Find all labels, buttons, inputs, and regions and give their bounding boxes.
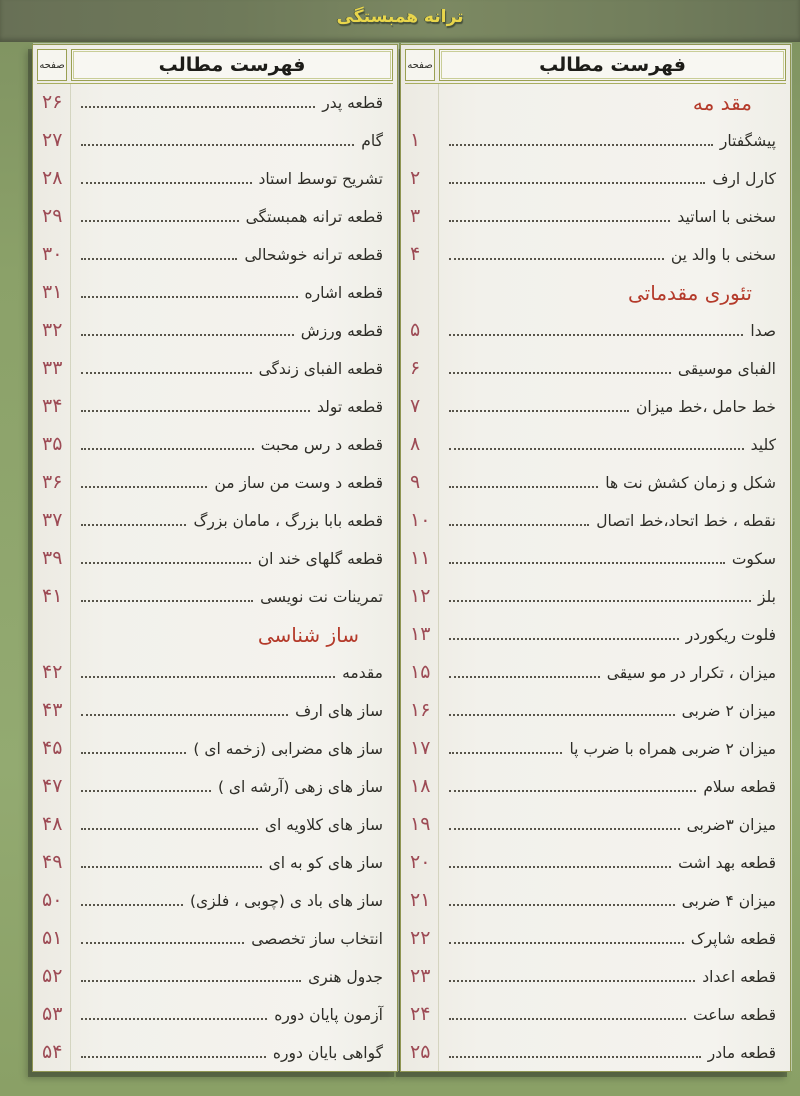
toc-entry (37, 768, 393, 806)
toc-entry (405, 464, 786, 502)
dot-leader (449, 980, 695, 982)
toc-panel-right (400, 44, 791, 1072)
page-number: ۱۳ (410, 623, 431, 646)
dot-leader (449, 638, 679, 640)
dot-leader (81, 1056, 266, 1058)
page-number: ۱۹ (410, 813, 431, 836)
page-number: ۱۵ (410, 661, 431, 684)
page-number: ۱ (410, 129, 421, 152)
toc-entry (37, 274, 393, 312)
toc-entry (37, 692, 393, 730)
page-number: ۳۳ (42, 357, 63, 380)
dot-leader (449, 372, 671, 374)
toc-list-left (37, 83, 393, 1072)
entry-title: قطعه د رس محبت (260, 436, 383, 454)
dot-leader (81, 1018, 267, 1020)
toc-entry (405, 920, 786, 958)
dot-leader (449, 524, 589, 526)
toc-entry (405, 426, 786, 464)
toc-entry (37, 920, 393, 958)
toc-entry (405, 122, 786, 160)
page-number: ۳۵ (42, 433, 63, 456)
book-title: ترانه همبستگی (336, 7, 464, 27)
entry-title: قطعه تولد (316, 398, 383, 416)
page-number: ۸ (410, 433, 421, 456)
toc-entry (405, 388, 786, 426)
entry-title: نقطه ، خط اتحاد،خط اتصال (596, 512, 776, 530)
entry-title: قطعه بابا بزرگ ، مامان بزرگ (193, 512, 383, 530)
entry-title: قطعه شاپرک (690, 930, 776, 948)
entry-title: تمرینات نت نویسی (260, 588, 383, 606)
dot-leader (449, 220, 670, 222)
entry-title: قطعه ترانه همبستگی (245, 208, 383, 226)
entry-title: کلید (750, 436, 776, 454)
dot-leader (81, 144, 354, 146)
dot-leader (449, 486, 598, 488)
page-number: ۱۶ (410, 699, 431, 722)
page-number: ۵ (410, 319, 421, 342)
entry-title: ساز های کو به ای (268, 854, 383, 872)
entry-title: ساز های باد ی (چوبی ، فلزی) (189, 892, 383, 910)
entry-title: قطعه پدر (322, 94, 383, 112)
dot-leader (449, 410, 629, 412)
dot-leader (81, 980, 301, 982)
dot-leader (81, 790, 211, 792)
toc-entry (405, 654, 786, 692)
toc-entry (405, 996, 786, 1034)
entry-title: بلز (758, 588, 776, 606)
toc-entry (37, 540, 393, 578)
toc-entry (405, 502, 786, 540)
entry-title: تشریح توسط استاد (258, 170, 383, 188)
dot-leader (449, 752, 562, 754)
toc-entry (37, 84, 393, 122)
page-number: ۳۹ (42, 547, 63, 570)
entry-title: میزان ، تکرار در مو سیقی (606, 664, 776, 682)
toc-entry (37, 198, 393, 236)
page-number: ۴۵ (42, 737, 63, 760)
dot-leader (81, 752, 186, 754)
page-number: ۲۹ (42, 205, 63, 228)
dot-leader (81, 714, 288, 716)
toc-entry (405, 958, 786, 996)
entry-title: میزان ۴ ضربی (681, 892, 776, 910)
toc-entry (405, 882, 786, 920)
dot-leader (449, 866, 671, 868)
toc-entry (37, 844, 393, 882)
entry-title: قطعه د وست من ساز من (214, 474, 383, 492)
toc-entry (405, 540, 786, 578)
entry-title: قطعه اشاره (304, 284, 383, 302)
dot-leader (449, 828, 680, 830)
dot-leader (81, 562, 251, 564)
entry-title: قطعه بهد اشت (678, 854, 776, 872)
toc-entry (405, 198, 786, 236)
dot-leader (81, 182, 252, 184)
title-bar (0, 0, 800, 42)
toc-entry (37, 160, 393, 198)
entry-title: قطعه سلام (703, 778, 776, 796)
dot-leader (449, 1018, 686, 1020)
entry-title: انتخاب ساز تخصصی (251, 930, 383, 948)
toc-heading: فهرست مطالب (439, 49, 786, 81)
entry-title: میزان ۲ ضربی (681, 702, 776, 720)
entry-title: قطعه اعداد (702, 968, 776, 986)
section-header: ساز شناسی (257, 623, 359, 647)
page-number: ۴۲ (42, 661, 63, 684)
toc-entry (405, 730, 786, 768)
page-number: ۲۳ (410, 965, 431, 988)
page-number: ۳۲ (42, 319, 63, 342)
entry-title: مقدمه (342, 664, 383, 682)
toc-entry (405, 1034, 786, 1072)
toc-entry (37, 882, 393, 920)
entry-title: میزان ۳ضربی (686, 816, 776, 834)
entry-title: قطعه ورزش (300, 322, 383, 340)
page-number: ۵۲ (42, 965, 63, 988)
dot-leader (449, 942, 684, 944)
page-number: ۵۳ (42, 1003, 63, 1026)
entry-title: جدول هنری (308, 968, 383, 986)
page-number: ۵۴ (42, 1041, 63, 1064)
page-number: ۱۲ (410, 585, 431, 608)
page-number: ۱۷ (410, 737, 431, 760)
toc-entry (405, 160, 786, 198)
page-number: ۱۰ (410, 509, 431, 532)
dot-leader (81, 448, 254, 450)
toc-entry (37, 122, 393, 160)
toc-entry (37, 312, 393, 350)
toc-panel-left (32, 44, 398, 1072)
toc-entry (37, 806, 393, 844)
dot-leader (449, 714, 675, 716)
toc-list-right (405, 83, 786, 1072)
toc-entry (405, 350, 786, 388)
page-number: ۳۰ (42, 243, 63, 266)
entry-title: میزان ۲ ضربی همراه با ضرب پا (569, 740, 776, 758)
toc-entry (37, 426, 393, 464)
dot-leader (81, 676, 335, 678)
section-header: مقد مه (692, 91, 752, 115)
toc-entry (405, 806, 786, 844)
toc-entry (37, 502, 393, 540)
page-number: ۳۴ (42, 395, 63, 418)
toc-entry (405, 768, 786, 806)
dot-leader (81, 372, 252, 374)
entry-title: سکوت (731, 550, 776, 568)
toc-entry (37, 958, 393, 996)
dot-leader (81, 942, 244, 944)
dot-leader (449, 334, 743, 336)
dot-leader (81, 828, 258, 830)
dot-leader (81, 258, 237, 260)
page-column-heading: صفحه (405, 49, 435, 81)
page-number: ۹ (410, 471, 421, 494)
panel-header (33, 45, 397, 83)
page-number: ۲۲ (410, 927, 431, 950)
entry-title: ساز های مضرابی (زخمه ای ) (193, 740, 383, 758)
dot-leader (449, 904, 675, 906)
dot-leader (449, 1056, 701, 1058)
entry-title: قطعه ساعت (692, 1006, 776, 1024)
page-number: ۴۸ (42, 813, 63, 836)
toc-entry (405, 616, 786, 654)
entry-title: قطعه ترانه خوشحالی (244, 246, 383, 264)
page-number: ۲۷ (42, 129, 63, 152)
toc-entry (37, 388, 393, 426)
page-column-heading: صفحه (37, 49, 67, 81)
entry-title: فلوت ریکوردر (685, 626, 776, 644)
entry-title: گام (361, 132, 383, 150)
page-number: ۲۴ (410, 1003, 431, 1026)
entry-title: صدا (750, 322, 776, 340)
panel-header (401, 45, 790, 83)
entry-title: سخنی با اساتید (677, 208, 776, 226)
page-number: ۷ (410, 395, 421, 418)
entry-title: ساز های کلاویه ای (264, 816, 383, 834)
entry-title: قطعه الفبای زندگی (258, 360, 383, 378)
page-number: ۳۶ (42, 471, 63, 494)
page-number: ۲ (410, 167, 421, 190)
entry-title: الفبای موسیقی (677, 360, 776, 378)
dot-leader (449, 182, 705, 184)
entry-title: گواهی بایان دوره (272, 1044, 383, 1062)
dot-leader (81, 486, 207, 488)
toc-entry (37, 578, 393, 616)
page-number: ۱۱ (410, 547, 431, 570)
page-number: ۵۱ (42, 927, 63, 950)
dot-leader (449, 562, 725, 564)
toc-entry (37, 996, 393, 1034)
dot-leader (81, 524, 186, 526)
page-number: ۲۶ (42, 91, 63, 114)
dot-leader (449, 600, 751, 602)
entry-title: قطعه مادر (707, 1044, 776, 1062)
dot-leader (81, 866, 262, 868)
page-number: ۴ (410, 243, 421, 266)
toc-entry (37, 350, 393, 388)
dot-leader (449, 676, 600, 678)
toc-entry (37, 464, 393, 502)
entry-title: ساز های زهی (آرشه ای ) (217, 778, 383, 796)
page-number: ۶ (410, 357, 421, 380)
page-number: ۲۰ (410, 851, 431, 874)
dot-leader (81, 600, 253, 602)
section-header: تئوری مقدماتی (628, 281, 752, 305)
page-number: ۳۷ (42, 509, 63, 532)
page-number: ۱۸ (410, 775, 431, 798)
toc-entry (405, 236, 786, 274)
entry-title: شکل و زمان کشش نت ها (605, 474, 776, 492)
page-number: ۴۱ (42, 585, 63, 608)
entry-title: آزمون پایان دوره (274, 1006, 383, 1024)
toc-entry (37, 654, 393, 692)
dot-leader (449, 448, 744, 450)
dot-leader (81, 106, 315, 108)
entry-title: پیشگفتار (719, 132, 776, 150)
toc-entry (405, 844, 786, 882)
page-number: ۳۱ (42, 281, 63, 304)
toc-heading: فهرست مطالب (71, 49, 393, 81)
entry-title: کارل ارف (712, 170, 776, 188)
page-number: ۴۷ (42, 775, 63, 798)
toc-entry (405, 692, 786, 730)
dot-leader (449, 144, 713, 146)
dot-leader (449, 790, 696, 792)
dot-leader (81, 334, 294, 336)
entry-title: قطعه گلهای خند ان (257, 550, 383, 568)
toc-entry (37, 236, 393, 274)
page-number: ۵۰ (42, 889, 63, 912)
entry-title: ساز های ارف (295, 702, 383, 720)
page-number: ۲۵ (410, 1041, 431, 1064)
toc-entry (405, 312, 786, 350)
toc-entry (37, 730, 393, 768)
dot-leader (81, 296, 298, 298)
dot-leader (81, 904, 183, 906)
dot-leader (449, 258, 664, 260)
entry-title: خط حامل ،خط میزان (636, 398, 776, 416)
toc-entry (37, 1034, 393, 1072)
page-number: ۴۹ (42, 851, 63, 874)
dot-leader (81, 410, 310, 412)
entry-title: سخنی با والد ین (670, 246, 776, 264)
page-number: ۲۱ (410, 889, 431, 912)
dot-leader (81, 220, 239, 222)
page-number: ۳ (410, 205, 421, 228)
toc-entry (405, 578, 786, 616)
page-number: ۲۸ (42, 167, 63, 190)
page-number: ۴۳ (42, 699, 63, 722)
